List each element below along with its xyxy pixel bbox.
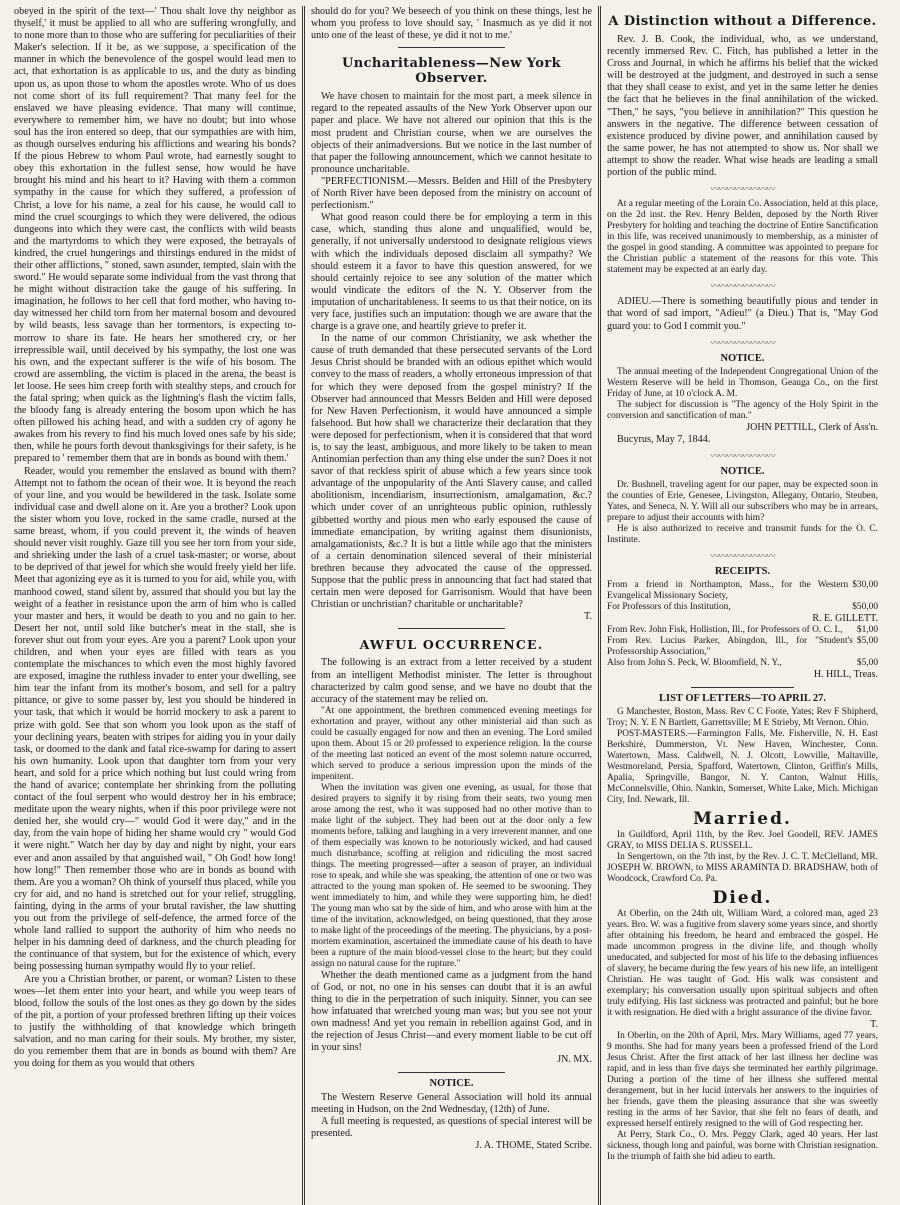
divider (691, 687, 794, 688)
receipt-row: For Professors of this Institution, $50,00 (607, 602, 878, 613)
divider (398, 628, 505, 629)
signature: T. (584, 611, 592, 623)
notice-text: The subject for discussion is "The agency of the Holy Spirit in the conversion and sanctification of man." (607, 399, 878, 421)
place-date: Bucyrus, May 7, 1844. (617, 433, 711, 445)
wavy-divider: 〰〰〰〰〰〰〰〰 (710, 184, 775, 195)
article-text: The following is an extract from a letter received by a student from an intelligent Methodist minister. The letter is throughout characterized by calm good sense, and we have no doubt that the accuracy of the statement may be relied on. (311, 657, 592, 705)
article-text: In the name of our common Christianity, we ask whether the cause of truth demanded that these persecuted servants of the Lord Jesus Christ should be branded with an odious epithet which would convey to the mass of readers, a wholly erroneous impression of that for which they were deposed from the gospel ministry? If the Observer had announced that Messrs Belden and Hill were deposed for New Haven Perfectionism, it would have announced a simple falsehood. But how shall we characterize their declaration that they were deposed for perfectionism, when it is considered that that word is, to say the least, ambiguous, and more likely to be taken to mean Antinomian perfection than any thing else under the sun? Does it not savor of that reckless spirit of abuse which a few years since took advantage of the unpopularity of the Anti Slavery cause, and called abolitionism, incendiarism, insurrectionism, amalgamation, &c.? which under cover of an unrighteous public opinion, ruthlessly gibbetted worthy and pious men who early espoused the cause of immediate emancipation, by writing against them disunionists, amalgamationists, &c.? It is but a little while ago that the ministers of a certain denomination silenced several of their ministerial brethren because they advocated the cause of the oppressed. Suppose that the public press in announcing that fact had stated that certain men were deposed for Garrisonism. Would that have been Christian or unchristian? charitable or uncharitable? (311, 333, 592, 611)
column-middle (302, 6, 598, 1205)
died-heading: Died. (712, 887, 773, 908)
obituary-text: At Perry, Stark Co., O. Mrs. Peggy Clark, aged 40 years. Her last sickness, though long and painful, was borne with Christian resignation. In the triumph of faith she bid adieu to earth. (607, 1129, 878, 1162)
article-quote: "PERFECTIONISM.—Messrs. Belden and Hill of the Presbytery of North River have been deposed from the ministry on account of perfectionism." (311, 175, 592, 212)
signature: T. (870, 1018, 878, 1030)
article-text: should do for you? We beseech of you think on these things, lest he whom you profess to love should say, ' Inasmuch as ye did it not unto one of the least of these, ye did it not to me.' (311, 6, 592, 42)
signature: JN. MX. (557, 1054, 592, 1066)
article-text: Rev. J. B. Cook, the individual, who, as we understand, recently immersed Rev. C. Fitch, has published a letter in the Cross and Journal, in which he affirms his belief that the wicked will be destroyed at the judgment, and destroyed in such a sense that they shall cease to exist, and yet in the same letter he denies the fact that he believes in the final annihilation of the wicked. "Then," he says, "you believe in annihilation?" This question he answers in the negative. The difference between cessation of existence produced by divine power, and annihilation caused by the same power, he has not attempted to show us. Nor shall we attempt to show the reader. What wise heads are leading a small portion of the public mind. (607, 34, 878, 179)
letters-text: POST-MASTERS.—Farmington Falls, Me. Fisherville, N. H. East Berkshire, Dummerston, Vt. New Haven, Winchester, Conn. Watertown, Mass. Caldwell, N. J. Olcott, Lowville, Maltaville, Westmoreland, Persia, Spafford, Watertown, Clinton, Griffin's Mills, Apalia, Springville, Bangor, N. Y. Canton, Walnut Hills, McConnelsville, Ohio. Nankin, Somerset, White Lake, Mich. Michigan City, Ind. Newark, Ill. (607, 728, 878, 805)
article-text: Reader, would you remember the enslaved as bound with them? Attempt not to fathom the ocean of their woe. It is beyond the reach of your line, and you would be bewildered in the task. Isolate some individual case and dwell alone on it. Are you a brother? Look upon the sister whom you love, rocked in the same cradle, nursed at the same breast, whom, if you could prevent it, the winds of heaven should never visit roughly. Gaze till you see her torn from your side, and shrieking under the lash of a cruel task-master; or worse, about to be deprived of that jewel for which she would freely yield her life. Meet that agonizing eye as it is turned to you for aid, while you, with manhood cowed, stand silent by, assured that should you but lay the weight of a feather in resistance upon the arm of him who is called your master and hers, it would be death to you and no gain to her. Desert her not, until sold like butcher's meat in the stall, she is forever shut out from your eyes. Are you a parent? Look upon your children, and when your eyes are filled with tears as you contemplate the mischances to which even the most highly favored are exposed, imagine the ruthless invader to enter your dwelling, see him tear the infant from its mother's bosom, and sell for a paltry pittance, or give to some passer by, lest you should be hindered in your task, that which it would be horrid mockery to ask a parent to prize with gold. See that son whom you look upon as the staff of your declining years, beaten with stripes for aiding you in your daily task, or doomed to the dank and fatal rice-swamp for daring to assert his own humanity. Look upon that daughter torn from your very heart, and sold for a price which nothing but lust could wring from the hand of avarice; contemplate her shrinking from the polluting contact of the foul serpent who would destroy her in his embrace; meditate upon the weary nights, when if this poor privilege were not denied her, she would cry—" would God it were day," and in the day, from the vain hope of hiding her shame would cry " would God it were night." Watch her day by day and night by night, your ears ever and anon assailed by that anguished wail, " Oh God! how long! how long!" Then remember those who are in bonds as bound with them. Are you a woman? Oh think of yourself thus placed, while you cry for aid, and no hand is stretched out for your relief, struggling, fainting, dying in the arms of your brutal ravisher, the law shutting you out from the privilege of self-defence, the armed force of the whole land rallied to support the authority of him who needs no helper in his damning deed of darkness, and the church pleading for the continuance of that system, but for the existence of which, every being possessing human sympathy would fly to your relief. (14, 465, 296, 973)
notice-heading: NOTICE. (720, 466, 765, 478)
letters-text: G Manchester, Boston, Mass. Rev C C Foote, Yates; Rev F Shipherd, Troy; N. Y. E N Bartlett, Garrettsville; M E Strieby, Mt Vernon. Ohio. (607, 706, 878, 728)
letters-heading: LIST OF LETTERS—TO APRIL 27. (659, 692, 826, 704)
notice-text: The annual meeting of the Independent Congregational Union of the Western Reserve will be held in Thomson, Geauga Co., on the first Friday of June, at 10 o'clock A. M. (607, 366, 878, 399)
article-text: Whether the death mentioned came as a judgment from the hand of God, or not, no one in his senses can doubt that it is an awful thing to die in the perpetration of such iniquity. Sinner, you can see how infatuated that wretched young man was; but you see not your own madness! And yet you remain in rebellion against God, and in the rejection of Jesus Christ—and every moment liable to be cut off in your sins! (311, 969, 592, 1054)
headline-distinction: A Distinction without a Difference. (608, 14, 877, 29)
married-text: In Guildford, April 11th, by the Rev. Joel Goodell, REV. JAMES GRAY, to MISS DELIA S. RUSSELL. (607, 829, 878, 851)
wavy-divider: 〰〰〰〰〰〰〰〰 (710, 450, 775, 461)
obituary-text: In Oberlin, on the 20th of April, Mrs. Mary Williams, aged 77 years, 9 months. She had for many years been a professed friend of the Lord Jesus Christ. After the first attack of her last illness her decline was rapid, and in less than five days she terminated her earthly pilgrimage. During a portion of the time of her illness she suffered mental derangement, but in her lucid intervals her answers to the inquiries of her friends, gave them the pleasing assurance that she was sweetly resting in the arms of her Savior, that she felt no fears of death, and expressed herself entirely resigned to the will of God respecting her. (607, 1030, 878, 1129)
notice-text: He is also authorized to receive and transmit funds for the O. C. Institute. (607, 524, 878, 546)
adieu-text: ADIEU.—There is something beautifully pious and tender in that word of sad import, "Adieu!" (a Dieu.) That is, "May God guard you: to God I commit you." (607, 296, 878, 332)
wavy-divider: 〰〰〰〰〰〰〰〰 (710, 551, 775, 562)
article-text: "At one appointment, the brethren commenced evening meetings for exhortation and prayer, without any other ministerial aid than such as could be casually engaged for now and then an evening. The Lord smiled upon them. About 15 or 20 professed to experience religion. In the course of the meeting last noticed an event of the most solemn nature occurred, which served to produce a serious impression upon the minds of the impenitent. (311, 705, 592, 782)
married-heading: Married. (693, 808, 792, 829)
notice-text: The Western Reserve General Association will hold its annual meeting in Hudson, on the 2nd Wednesday, (12th) of June. (311, 1091, 592, 1115)
signature: J. A. THOME, Stated Scribe. (475, 1140, 592, 1151)
receipts-heading: RECEIPTS. (714, 566, 771, 578)
obituary-text: At Oberlin, on the 24th ult, William Ward, a colored man, aged 23 years. Bro. W. was a fugitive from slavery some years since, and shortly after obtaining his freedom, he heard and embraced the gospel. He made uncommon progress in the divine life, and though wholly uneducated, and subjected for most of his life to the debasing influences of slavery, he became during the few years of his new life, an intelligent Christian. He was taught of God. His walk was consistent and exemplary; his conversation usually upon spiritual subjects and often truly edifying. His last sickness was protracted and painful; but he bore it with resignation. He died with a bright assurance of the divine favor. (607, 908, 878, 1018)
receipt-row: From Rev. John Fisk, Hollistion, Ill., for Professors of O. C. I., $1,00 (607, 625, 878, 636)
column-left (8, 6, 302, 1205)
headline-awful-occurrence: AWFUL OCCURRENCE. (359, 637, 544, 653)
receipt-row: Also from John S. Peck, W. Bloomfield, N. Y., $5,00 (607, 658, 878, 669)
notice-heading: NOTICE. (720, 352, 765, 364)
column-right (598, 6, 884, 1205)
receipt-row: From a friend in Northampton, Mass., for the Western Evangelical Missionary Society, $30,00 (607, 580, 878, 602)
article-text: When the invitation was given one evening, as usual, for those that desired prayers to signify it by rising from their seats, two young men arose among the rest, who it was supposed had no other motive than to make light of the subject. They had been out at the door only a few moments before, talking and laughing in a very irreverent manner, and one of them especially was known to be notoriously wicked, and had caused much disturbance, scoffing at religion and ridiculing the most sacred things. The meeting progressed—after a season of prayer, an individual rose to speak, and while she was speaking, the attention of one or two was attracted to the young man spoken of. He seemed to be swooning. They went immediately to him, and while they were supporting him, he died! The young man who sat by the side of him, and who arose with him at the time of the invitation, acknowledged, on being questioned, that they arose to make light of the proceedings of the meeting. The physicians, by a post-mortem examination, ascertained the immediate cause of his death to have been a rupture of the main blood-vessel close to the heart; but they could assign no natural cause for the rupture." (311, 782, 592, 969)
signature: JOHN PETTILL, Clerk of Ass'n. (746, 421, 878, 433)
headline-uncharitableness: Uncharitableness—New York Observer. (341, 56, 561, 87)
notice-text: Dr. Bushnell, traveling agent for our paper, may be expected soon in the counties of Erie, Genesee, Livingston, Allegany, Ontario, Steuben, Yates, and Seneca, N. Y. Will all our subscribers who may be in arrears, prepare to adjust their accounts with him? (607, 480, 878, 524)
signature: H. HILL, Treas. (813, 669, 878, 681)
notice-text: A full meeting is requested, as questions of special interest will be presented. (311, 1115, 592, 1139)
article-text: Are you a Christian brother, or parent, or woman? Listen to these woes—let them enter into your heart, and while you weep tears of blood, follow the souls of the lost ones as they go down by the sides of the pit, a portion of your professed brethren lifting up their voices to justify the withholding of that knowledge which bringeth salvation, and no man caring for their souls. My brother, my sister, do you remember them that are in bonds as bound with them? Are you doing for them as you would that others (14, 973, 296, 1070)
lorain-text: At a regular meeting of the Lorain Co. Association, held at this place, on the 2d inst. the Rev. Henry Belden, deposed by the North River Presbytery for holding and teaching the doctrine of Entire Sanctification in this life, was received unanimously to membership, as a minister of the gospel in good standing. A committee was appointed to prepare for the Christian public a statement of the reasons for this vote. This statement may be expected at an early day. (607, 199, 879, 276)
notice-heading: NOTICE. (429, 1077, 474, 1089)
divider (398, 1072, 505, 1073)
divider (398, 47, 505, 48)
married-text: In Sengertown, on the 7th inst, by the Rev. J. C. T. McClelland, MR. JOSEPH W. BROWN, to MISS ARAMINTA D. BRADSHAW, both of Woodcock, Crawford Co. Pa. (607, 851, 878, 884)
article-text: What good reason could there be for employing a term in this case, which, standing thus alone and unqualified, would be, generally, if not universally understood to designate religious views with which the individuals deposed disclaim all sympathy? We should esteem it a favor to have this question answered, for we should certainly rejoice to see any solution of the matter which would vindicate the editors of the N. Y. Observer from the imputation of uncharitableness. It seems to us that their notice, on its very face, justifies such an imputation: though we are aware that the charge is a grave one, and heartily grieve to prefer it. (311, 212, 592, 333)
article-text: obeyed in the spirit of the text—' Thou shalt love thy neighbor as thyself,' it must be applied to all who are suffering wrongfully, and to none more than to those who are suffering for peculiarities of their Maker's selection. If it be, as we suppose, a specification of the manner in which the benevolence of the gospel would lead men to act, that exhortation is as applicable to us, and the duty as binding upon us, as upon those to whom the apostles wrote. Who of us does not come short of its full requirement? That many feel for the enslaved we have pleasing evidence. That many will continue, everywhere to remember him, we have no doubt; but into whose soul has the iron entered so deep, that our sympathies are with him, as though ourselves enduring his afflictions and wearing his bonds? If the pious Hebrew to whom Paul wrote, had earnestly sought to obey this exhortation in the fullest sense, how would he have brought his mind and his heart to it? Having with them a common sympathy in the cause for which they suffered, a profession of Christ, a love for his name, a zeal for his cause, he would call to mind the cruel scourgings to which they were delivered, the odious dungeons into which they were cast, the conflicts with wild beasts and the martyrdoms to which they were exposed, the betrayals of kindred, the cruel hungerings and thirstings endured in the midst of their other afflictions, " stoned, sawn asunder, tempted, slain with the sword." He would separate some individual from the vast throng that he might without distraction take the gauge of his suffering. In imagination, he follows to her cell that ford mother, who having to-day witnessed her child torn from her maternal bosom and devoured by wild beasts, less savage than her tormentors, is expecting to-morrow to share its fate. He hears her smothered cry, or her irrepressible wail, until deceived by his sympathy, the lost one was his own, and the expectant sufferer is the wife of his bosom. The crowd are assembling, the victim is placed in the arena, the beast is let loose. He sees him creep forth with stealthy steps, and crouch for the fatal spring; when quick as the lightning's flash the victim falls, the bloody fang is already entering the bosom upon which he has often pillowed his aching head, and with a sudden cry of agony he awakes from his revery to find his much loved ones safe by his side; then, while he pours forth devout thanksgivings for their safety, is he prepared to ' remember them that are in bonds as bound with them.' (14, 6, 296, 465)
signature: R. E. GILLETT. (812, 613, 878, 625)
wavy-divider: 〰〰〰〰〰〰〰〰 (710, 281, 775, 292)
receipt-row: From Rev. Lucius Parker, Abingdon, Ill., for "Student's Professorship Association," $5,00 (607, 636, 878, 658)
article-text: We have chosen to maintain for the most part, a meek silence in regard to the repeated assaults of the New York Observer upon our paper and place. We have not altered our opinion that this is the most prudent and Christian course, when we are ourselves the objects of their animadversions. But we notice in the last number of that paper the following announcement, which we cannot hesitate to pronounce uncharitable. (311, 91, 592, 175)
wavy-divider: 〰〰〰〰〰〰〰〰 (710, 337, 775, 348)
